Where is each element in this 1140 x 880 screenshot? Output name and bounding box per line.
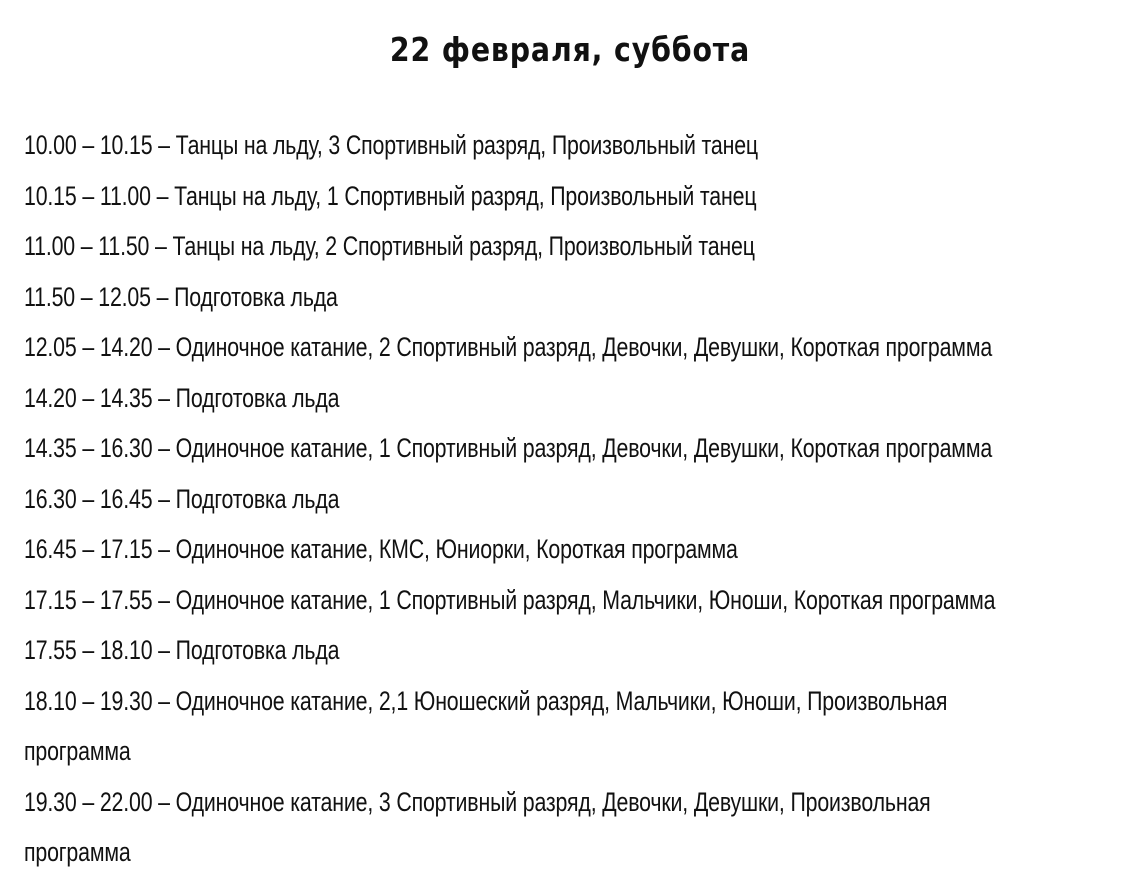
schedule-item: 14.20 – 14.35 – Подготовка льда xyxy=(24,382,340,413)
schedule-item: 18.10 – 19.30 – Одиночное катание, 2,1 Юношеский разряд, Мальчики, Юноши, Произвольная xyxy=(24,685,948,716)
schedule-item: 11.00 – 11.50 – Танцы на льду, 2 Спортивный разряд, Произвольный танец xyxy=(24,231,755,261)
schedule-list xyxy=(24,120,1140,878)
schedule-item: 14.35 – 16.30 – Одиночное катание, 1 Спортивный разряд, Девочки, Девушки, Короткая программа xyxy=(24,433,993,463)
schedule-item: 17.15 – 17.55 – Одиночное катание, 1 Спортивный разряд, Мальчики, Юноши, Короткая программа xyxy=(24,584,996,615)
schedule-item: 12.05 – 14.20 – Одиночное катание, 2 Спортивный разряд, Девочки, Девушки, Короткая программа xyxy=(24,332,993,362)
schedule-item-continuation: программа xyxy=(24,736,131,766)
page-title: 22 февраля, суббота xyxy=(389,30,751,70)
schedule-item: 10.00 – 10.15 – Танцы на льду, 3 Спортивный разряд, Произвольный танец xyxy=(24,130,758,160)
schedule-item: 11.50 – 12.05 – Подготовка льда xyxy=(24,281,338,312)
schedule-item: 16.45 – 17.15 – Одиночное катание, КМС, Юниорки, Короткая программа xyxy=(24,534,738,564)
schedule-item: 16.30 – 16.45 – Подготовка льда xyxy=(24,483,340,514)
schedule-item: 10.15 – 11.00 – Танцы на льду, 1 Спортивный разряд, Произвольный танец xyxy=(24,180,757,211)
schedule-item: 19.30 – 22.00 – Одиночное катание, 3 Спортивный разряд, Девочки, Девушки, Произвольная xyxy=(24,786,931,817)
schedule-item: 17.55 – 18.10 – Подготовка льда xyxy=(24,635,340,665)
schedule-item-continuation: программа xyxy=(24,837,131,867)
